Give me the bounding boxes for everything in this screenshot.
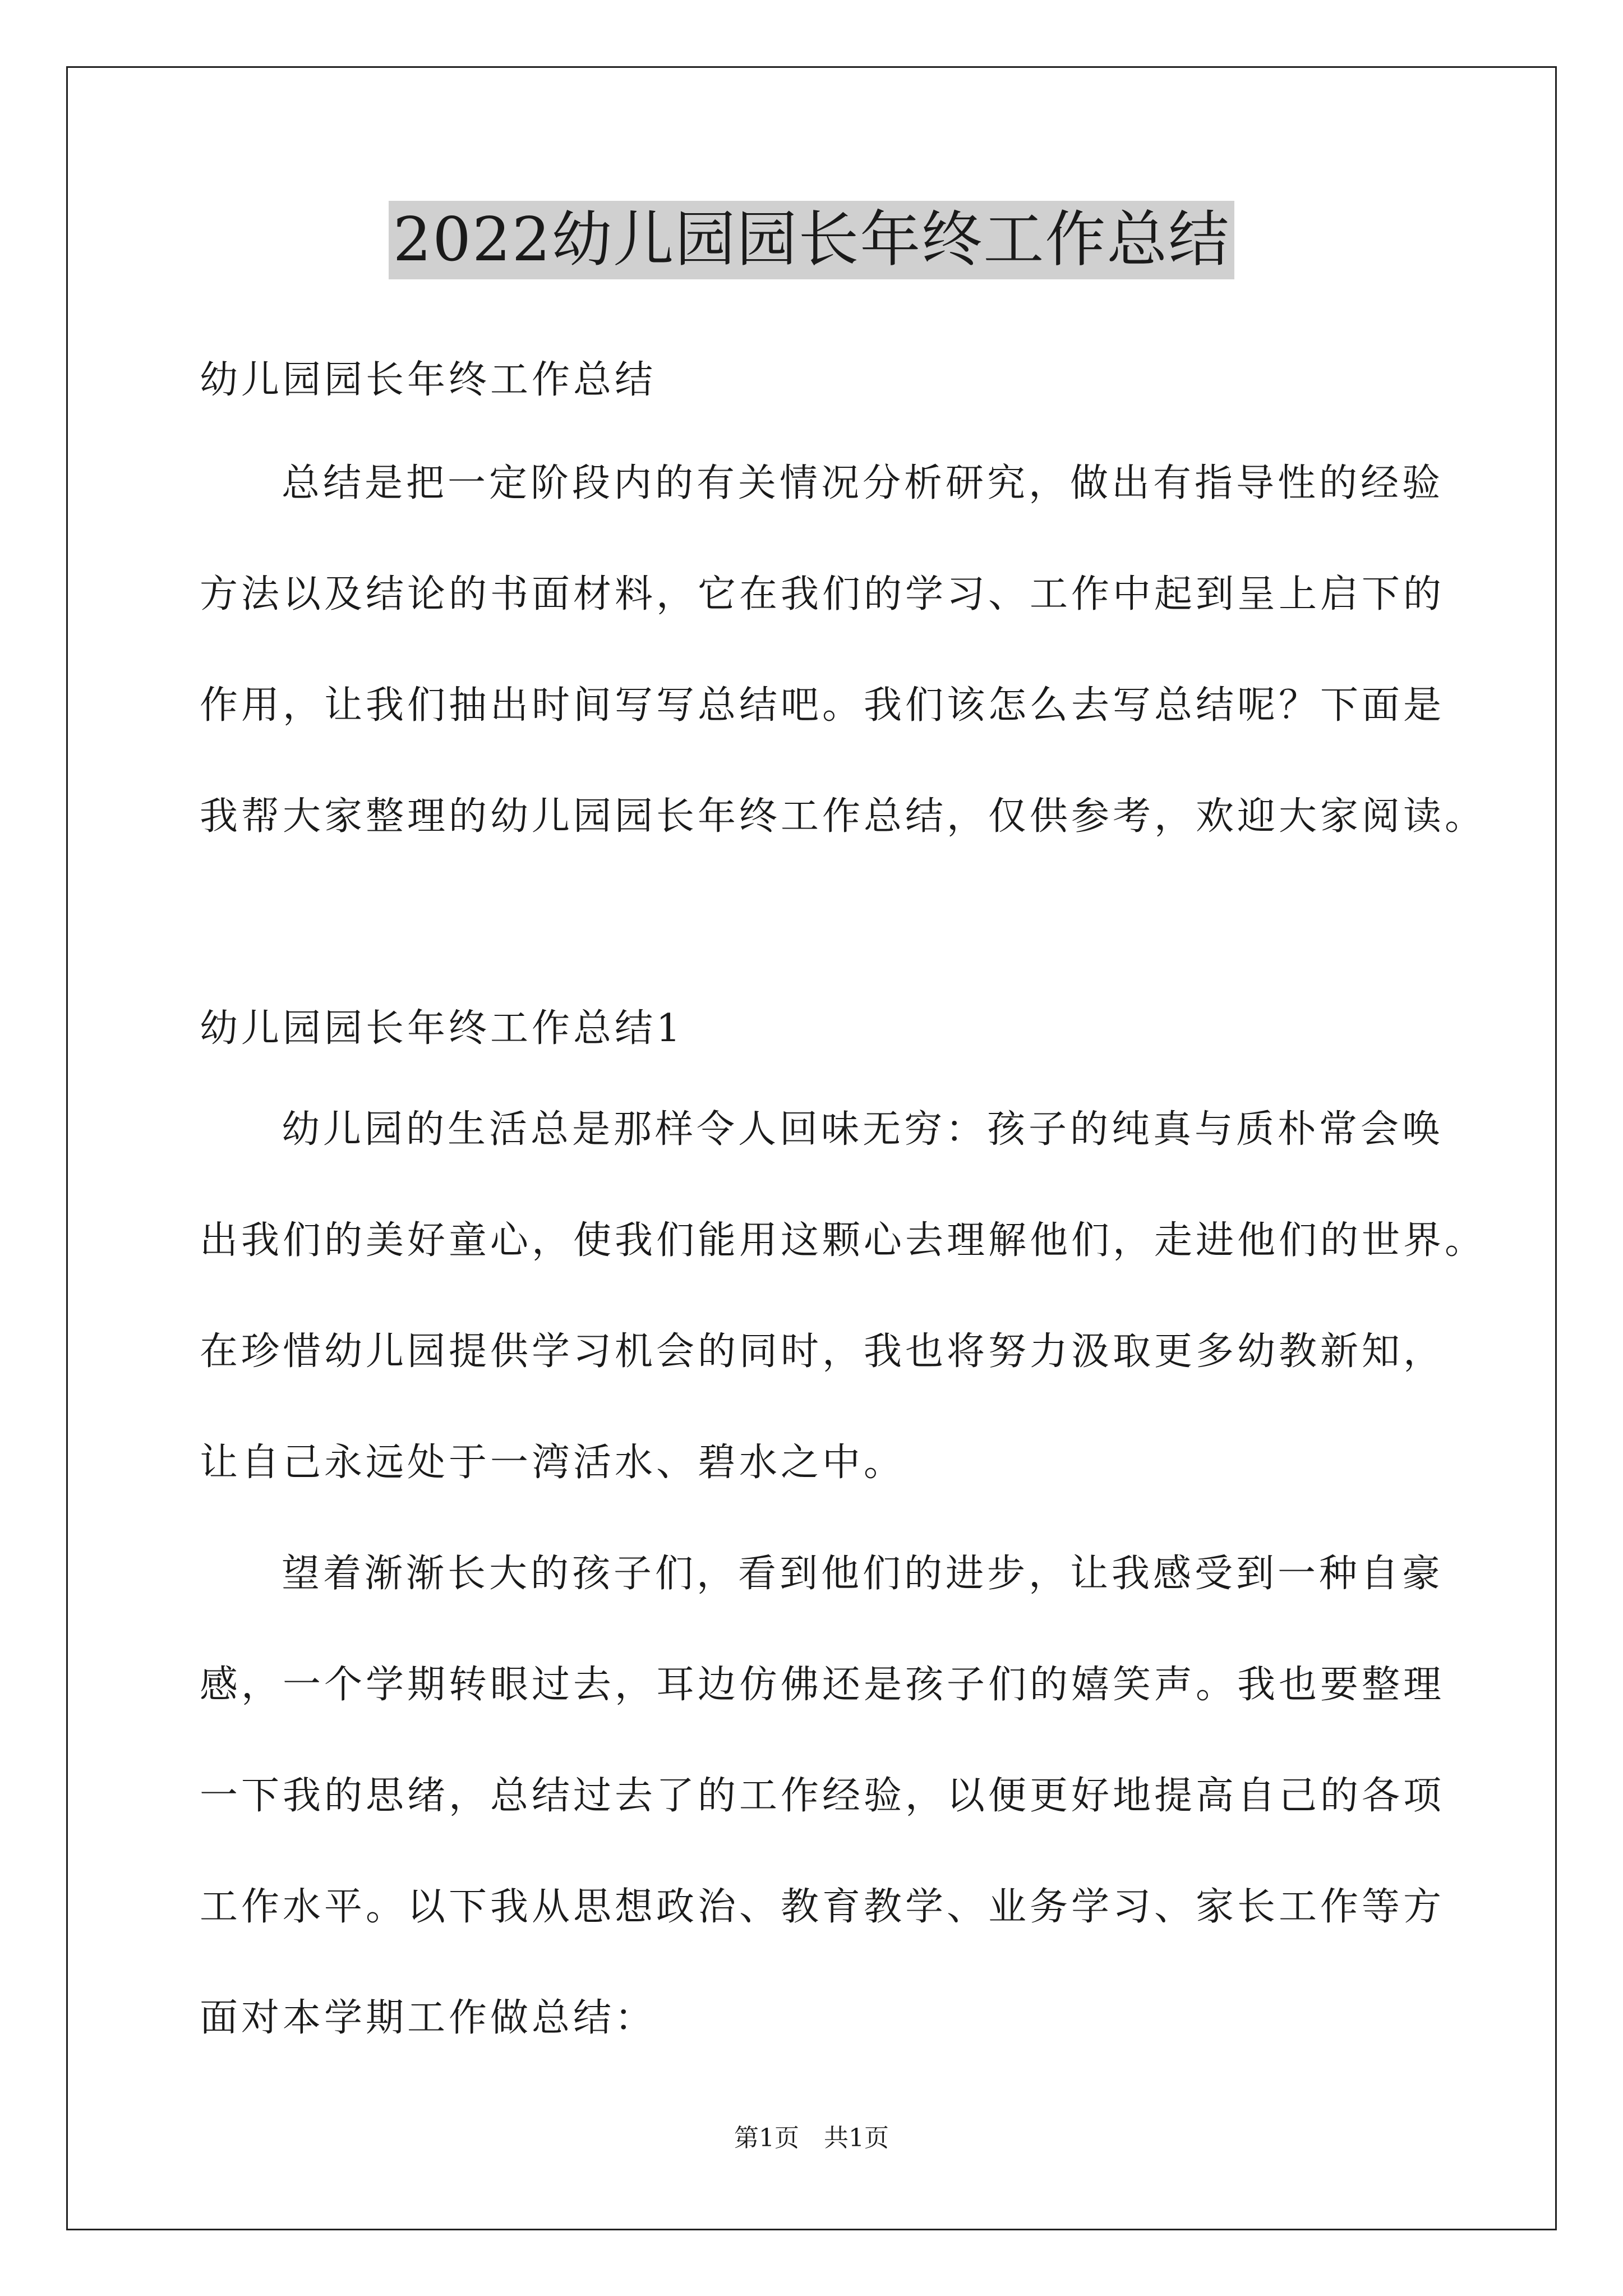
intro-line: 总结是把一定阶段内的有关情况分析研究，做出有指导性的经验 (282, 461, 1444, 505)
document-subtitle: 幼儿园园长年终工作总结 (200, 358, 657, 402)
section-heading: 幼儿园园长年终工作总结1 (200, 1006, 684, 1051)
paragraph-line: 幼儿园的生活总是那样令人回味无穷：孩子的纯真与质朴常会唤 (282, 1107, 1444, 1152)
page-number-footer: 第1页 共1页 (734, 2124, 889, 2152)
intro-line: 我帮大家整理的幼儿园园长年终工作总结，仅供参考，欢迎大家阅读。 (200, 794, 1487, 839)
paragraph-line: 感，一个学期转眼过去，耳边仿佛还是孩子们的嬉笑声。我也要整理 (200, 1663, 1445, 1707)
title-container (0, 201, 1623, 279)
paragraph-line: 让自己永远处于一湾活水、碧水之中。 (200, 1441, 906, 1485)
intro-line: 作用，让我们抽出时间写写总结吧。我们该怎么去写总结呢？下面是 (200, 683, 1445, 728)
paragraph-line: 出我们的美好童心，使我们能用这颗心去理解他们，走进他们的世界。 (200, 1218, 1487, 1263)
paragraph-line: 望着渐渐长大的孩子们，看到他们的进步，让我感受到一种自豪 (282, 1552, 1444, 1596)
paragraph-line: 面对本学期工作做总结： (200, 1996, 657, 2040)
document-title: 2022幼儿园园长年终工作总结 (389, 201, 1235, 279)
paragraph-line: 一下我的思绪，总结过去了的工作经验，以便更好地提高自己的各项 (200, 1774, 1445, 1818)
paragraph-line: 工作水平。以下我从思想政治、教育教学、业务学习、家长工作等方 (200, 1885, 1445, 1929)
intro-line: 方法以及结论的书面材料，它在我们的学习、工作中起到呈上启下的 (200, 572, 1445, 616)
paragraph-line: 在珍惜幼儿园提供学习机会的同时，我也将努力汲取更多幼教新知， (200, 1329, 1445, 1374)
